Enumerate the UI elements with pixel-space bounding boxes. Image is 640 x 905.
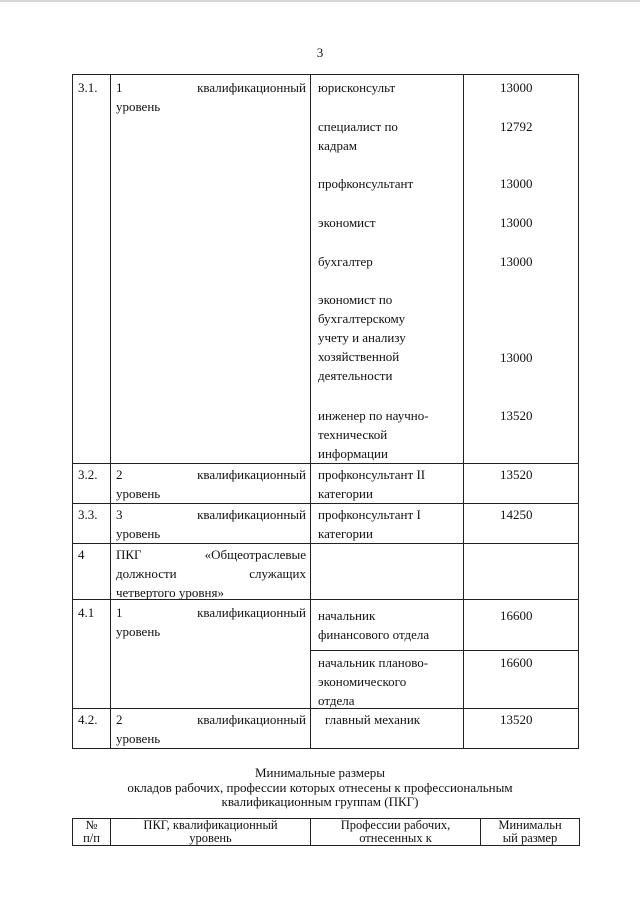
scan-edge bbox=[0, 0, 640, 2]
page-number: 3 bbox=[316, 45, 324, 60]
salary-value: 14250 bbox=[500, 507, 533, 522]
salary-value: 13000 bbox=[500, 80, 533, 95]
salary-value: 16600 bbox=[500, 608, 533, 623]
position-title: начальник планово- экономического отдела bbox=[318, 655, 429, 708]
group-cell: 2 квалификационный уровень bbox=[116, 467, 306, 501]
column-header-professions: Профессии рабочих, отнесенных к bbox=[340, 818, 451, 845]
row-number: 3.2. bbox=[78, 467, 98, 482]
section-title: Минимальные размеры bbox=[254, 765, 386, 780]
salary-value: 13520 bbox=[500, 467, 533, 482]
position-title: профконсультант bbox=[318, 176, 414, 191]
section-subtitle: окладов рабочих, профессии которых отнесены к профессиональным bbox=[127, 780, 513, 795]
row-number: 4.1 bbox=[78, 605, 95, 620]
row-number: 4.2. bbox=[78, 712, 98, 727]
salary-value: 13000 bbox=[500, 350, 533, 365]
group-cell: 1 квалификационный уровень bbox=[116, 605, 306, 639]
position-title: специалист по кадрам bbox=[318, 119, 398, 153]
position-title: профконсультант I категории bbox=[318, 507, 421, 541]
column-header-group: ПКГ, квалификационный уровень bbox=[143, 818, 278, 845]
salary-value: 13000 bbox=[500, 215, 533, 230]
position-title: начальник финансового отдела bbox=[318, 608, 430, 642]
group-cell: 2 квалификационный уровень bbox=[116, 712, 306, 746]
row-number: 4 bbox=[78, 547, 85, 562]
section-subtitle: квалификационным группам (ПКГ) bbox=[221, 794, 419, 809]
position-title: профконсультант II категории bbox=[318, 467, 426, 501]
position-title: юрисконсульт bbox=[318, 80, 396, 95]
salary-value: 12792 bbox=[500, 119, 533, 134]
salary-value: 13520 bbox=[500, 408, 533, 423]
position-title: инженер по научно- технической информации bbox=[318, 408, 429, 461]
row-number: 3.3. bbox=[78, 507, 98, 522]
position-title: экономист bbox=[318, 215, 376, 230]
column-header-number: № п/п bbox=[83, 818, 100, 845]
salary-value: 13000 bbox=[500, 254, 533, 269]
salary-value: 13000 bbox=[500, 176, 533, 191]
group-cell: ПКГ «Общеотраслевые должности служащих четвертого уровня» bbox=[116, 547, 306, 600]
position-title: экономист по бухгалтерскому учету и анализу хозяйственной деятельности bbox=[318, 292, 406, 383]
salary-value: 16600 bbox=[500, 655, 533, 670]
position-title: главный механик bbox=[325, 712, 421, 727]
group-cell: 3 квалификационный уровень bbox=[116, 507, 306, 541]
group-cell: 1 квалификационный уровень bbox=[116, 80, 306, 114]
column-header-min-size: Минимальн ый размер bbox=[498, 818, 562, 845]
salary-value: 13520 bbox=[500, 712, 533, 727]
row-number: 3.1. bbox=[78, 80, 98, 95]
position-title: бухгалтер bbox=[318, 254, 373, 269]
